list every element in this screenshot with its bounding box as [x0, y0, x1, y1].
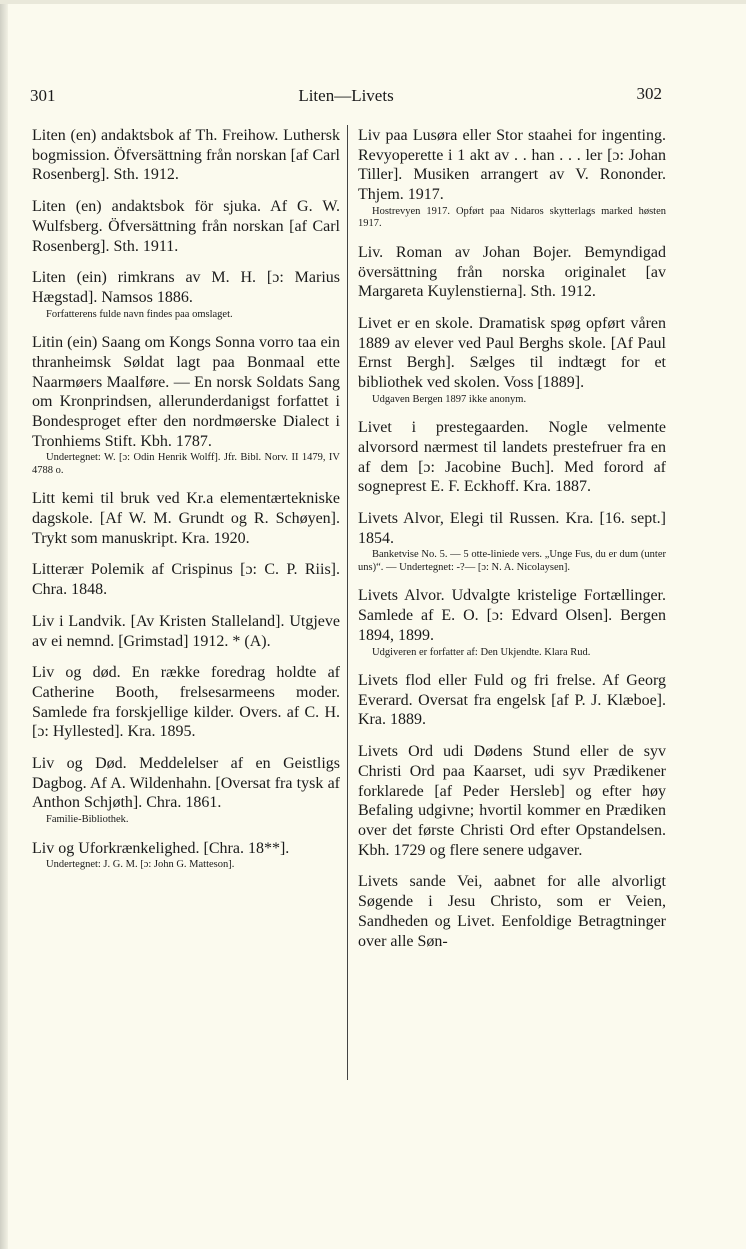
entry-text: Liv i Landvik. [Av Kristen Stalleland]. Utgjeve av ei nemnd. [Grimstad] 1912. * (A). — [32, 612, 340, 650]
entry-text: Livets Ord udi Dødens Stund eller de syv Christi Ord paa Kaarset, udi syv Prædikener forklarede [af Peder Hersleb] og efter høy Befaling udgivne; hvortil kommer en Prædiken over det første Christi Ord efter Opstandelsen. Kbh. 1729 og flere senere udgaver. — [358, 743, 666, 859]
right-column — [358, 126, 666, 963]
entry-text: Liv og død. En række foredrag holdte af Catherine Booth, frelsesarmeens moder. Samlede fra forskjellige kilder. Overs. af C. H. [ɔ: Hyllested]. Kra. 1895. — [32, 664, 340, 741]
catalog-entry — [358, 509, 666, 574]
entry-text: Litin (ein) Saang om Kongs Sonna vorro taa ein thranheimsk Søldat lagt paa Bonmaal ette Naarmøers Maalføre. — En norsk Soldats Sang om Kronprindsen, allerunderdanigst forfattet i Bondesproget efter den nordmøerske Dialect i Tronhiems Stift. Kbh. 1787. — [32, 334, 340, 450]
entry-text: Liv paa Lusøra eller Stor staahei for ingenting. Revyoperette i 1 akt av . . han . . . ler [ɔ: Johan Tiller]. Musiken arrangert av V. Rononder. Thjem. 1917. — [358, 127, 666, 204]
catalog-entry — [358, 586, 666, 659]
entry-note: Udgiveren er forfatter af: Den Ukjendte. Klara Rud. — [372, 646, 591, 658]
entry-note: Hostrevyen 1917. Opført paa Nidaros skytterlags marked høsten 1917. — [358, 205, 666, 230]
catalog-entry — [358, 126, 666, 231]
catalog-entry — [32, 754, 340, 827]
running-title: Liten—Livets — [298, 86, 394, 105]
catalog-entry — [358, 872, 666, 951]
entry-text: Liten (en) andaktsbok för sjuka. Af G. W. Wulfsberg. Öfversättning från norskan [af Carl Rosenberg]. Sth. 1911. — [32, 198, 340, 255]
page-header — [30, 86, 662, 110]
entry-text: Livets sande Vei, aabnet for alle alvorligt Søgende i Jesu Christo, som er Veien, Sandheden og Livet. Eenfoldige Betragtninger over alle Søn- — [358, 873, 666, 950]
entry-text: Livet i prestegaarden. Nogle velmente alvorsord nærmest til landets prestefruer fra en af dem [ɔ: Jacobine Buch]. Med forord af sogneprest E. F. Eckhoff. Kra. 1887. — [358, 419, 666, 496]
entry-note: Banketvise No. 5. — 5 otte-liniede vers. „Unge Fus, du er dum (unter uns)“. — Undertegnet: -?— [ɔ: N. A. Nicolaysen]. — [358, 549, 666, 573]
entry-text: Liten (ein) rimkrans av M. H. [ɔ: Marius Hægstad]. Namsos 1886. — [32, 269, 340, 306]
catalog-entry — [358, 314, 666, 406]
catalog-entry — [32, 126, 340, 185]
entry-text: Livets flod eller Fuld og fri frelse. Af Georg Everard. Oversat fra engelsk [af P. J. Klæboe]. Kra. 1889. — [358, 672, 666, 729]
page-edge-shadow — [0, 0, 8, 1249]
entry-note: Undertegnet: W. [ɔ: Odin Henrik Wolff]. Jfr. Bibl. Norv. II 1479, IV 4788 o. — [32, 452, 340, 476]
catalog-entry — [32, 333, 340, 477]
catalog-entry — [32, 663, 340, 742]
catalog-entry — [358, 742, 666, 860]
entry-text: Livets Alvor. Udvalgte kristelige Fortællinger. Samlede af E. O. [ɔ: Edvard Olsen]. Bergen 1894, 1899. — [358, 587, 666, 644]
entry-note: Undertegnet: J. G. M. [ɔ: John G. Matteson]. — [46, 859, 235, 871]
catalog-entry — [32, 268, 340, 321]
entry-text: Liv og Uforkrænkelighed. [Chra. 18**]. — [32, 839, 290, 857]
catalog-entry — [32, 839, 340, 872]
entry-note: Udgaven Bergen 1897 ikke anonym. — [372, 393, 527, 405]
catalog-entry — [32, 612, 340, 651]
catalog-entry — [32, 489, 340, 548]
entry-text: Litt kemi til bruk ved Kr.a elementærtekniske dagskole. [Af W. M. Grundt og R. Schøyen]. Trykt som manuskript. Kra. 1920. — [32, 490, 340, 547]
entry-note: Familie-Bibliothek. — [46, 814, 129, 826]
page-number-right: 302 — [636, 84, 662, 103]
catalog-entry — [358, 243, 666, 302]
left-column — [32, 126, 340, 884]
entry-text: Livets Alvor, Elegi til Russen. Kra. [16. sept.] 1854. — [358, 510, 666, 547]
entry-text: Livet er en skole. Dramatisk spøg opført våren 1889 av elever ved Paul Berghs skole. [Af Paul Ernst Bergh]. Sælges til indtægt for et bibliothek ved skolen. Voss [1889]. — [358, 314, 666, 392]
page-top-edge — [0, 0, 746, 4]
catalog-entry — [358, 418, 666, 497]
page-number-left: 301 — [30, 86, 56, 105]
catalog-entry — [358, 671, 666, 730]
catalog-entry — [32, 560, 340, 599]
entry-text: Liv. Roman av Johan Bojer. Bemyndigad översättning från norska originalet [av Margareta Kuylenstierna]. Sth. 1912. — [358, 243, 666, 301]
entry-text: Liv og Død. Meddelelser af en Geistligs Dagbog. Af A. Wildenhahn. [Oversat fra tysk af Anthon Schjøth]. Chra. 1861. — [32, 755, 340, 812]
entry-note: Forfatterens fulde navn findes paa omslaget. — [46, 308, 233, 320]
column-divider — [347, 125, 348, 1080]
entry-text: Liten (en) andaktsbok af Th. Freihow. Luthersk bogmission. Öfversättning från norskan [af Carl Rosenberg]. Sth. 1912. — [32, 127, 340, 184]
catalog-entry — [32, 197, 340, 256]
entry-text: Litterær Polemik af Crispinus [ɔ: C. P. Riis]. Chra. 1848. — [32, 561, 340, 599]
